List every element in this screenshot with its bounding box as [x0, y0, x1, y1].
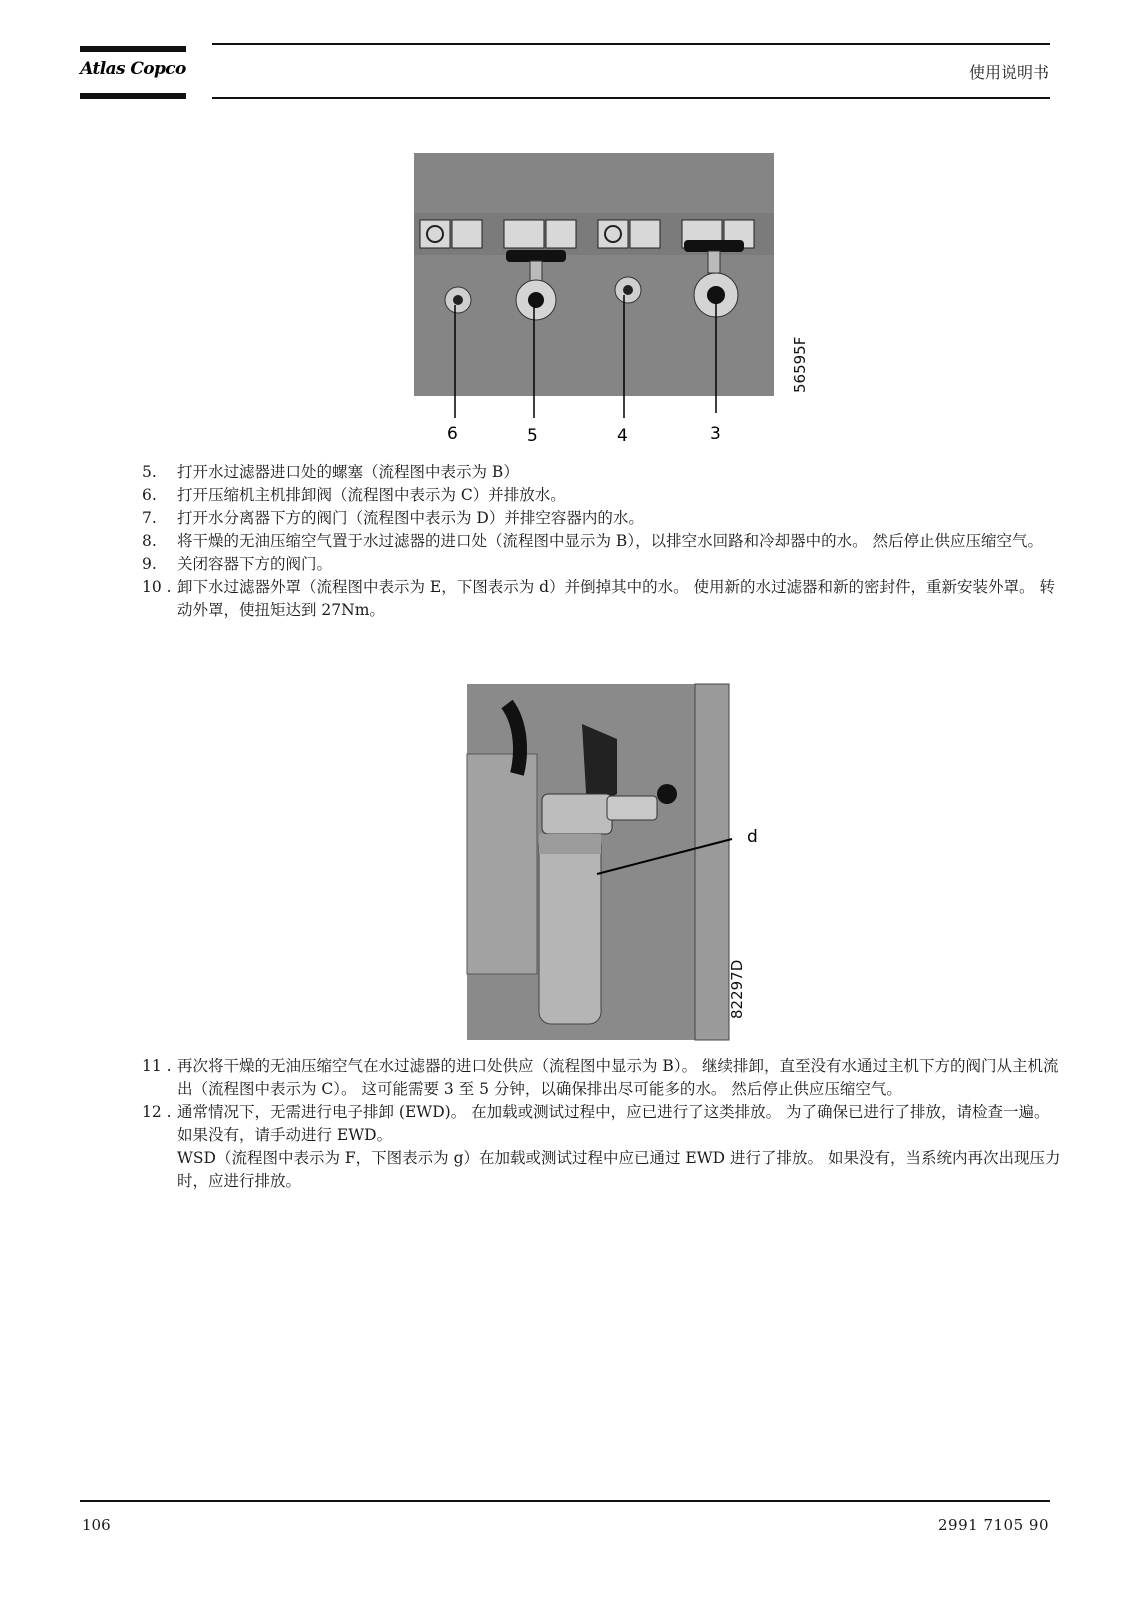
step-number: 11 . — [142, 1057, 172, 1075]
document-number: 2991 7105 90 — [938, 1516, 1049, 1534]
figure-code: 56595F — [791, 336, 809, 393]
step-number: 8. — [142, 532, 157, 550]
callout-3: 3 — [710, 424, 721, 444]
manual-title: 使用说明书 — [968, 63, 1049, 82]
water-filter-figure — [467, 684, 771, 1040]
callout-d: d — [747, 827, 758, 847]
list-item — [142, 576, 1062, 622]
step-text: 再次将干燥的无油压缩空气在水过滤器的进口处供应（流程图中显示为 B）。 继续排卸，直至没有水通过主机下方的阀门从主机流出（流程图中表示为 C）。 这可能需要 3 至 5 分钟，以确保排出尽可能多的水。 然后停止供应压缩空气。 — [177, 1057, 1059, 1098]
callout-5: 5 — [527, 426, 538, 446]
step-text: 通常情况下，无需进行电子排卸 (EWD)。 在加载或测试过程中，应已进行了这类排放。 为了确保已进行了排放，请检查一遍。 如果没有，请手动进行 EWD。 — [177, 1103, 1050, 1144]
list-item — [142, 530, 1062, 553]
list-item — [142, 1055, 1062, 1101]
step-text: 关闭容器下方的阀门。 — [177, 555, 333, 573]
figure-code: 82297D — [728, 959, 746, 1019]
step-text: 打开水分离器下方的阀门（流程图中表示为 D）并排空容器内的水。 — [177, 509, 644, 527]
step-text: 打开压缩机主机排卸阀（流程图中表示为 C）并排放水。 — [177, 486, 566, 504]
step-text: 打开水过滤器进口处的螺塞（流程图中表示为 B） — [177, 463, 519, 481]
step-text: 将干燥的无油压缩空气置于水过滤器的进口处（流程图中显示为 B），以排空水回路和冷却器中的水。 然后停止供应压缩空气。 — [177, 532, 1043, 550]
steps-list-b — [142, 1055, 1062, 1193]
list-item — [142, 484, 1062, 507]
callout-6: 6 — [447, 424, 458, 444]
step-number: 9. — [142, 555, 157, 573]
logo-bar-bottom — [80, 93, 186, 99]
step-number: 5. — [142, 463, 157, 481]
header-rule-top — [212, 43, 1050, 45]
page-number: 106 — [82, 1516, 111, 1534]
step-text: 卸下水过滤器外罩（流程图中表示为 E，下图表示为 d）并倒掉其中的水。 使用新的水过滤器和新的密封件，重新安装外罩。 转动外罩，使扭矩达到 27Nm。 — [177, 578, 1055, 619]
list-item — [142, 461, 1062, 484]
water-filter-photo — [467, 684, 771, 1040]
list-item — [142, 553, 1062, 576]
logo-bar-top — [80, 46, 186, 52]
footer-rule — [80, 1500, 1050, 1502]
logo-text: Atlas Copco — [80, 59, 186, 79]
step-note: WSD（流程图中表示为 F，下图表示为 g）在加载或测试过程中应已通过 EWD 进行了排放。 如果没有，当系统内再次出现压力时，应进行排放。 — [177, 1149, 1061, 1190]
atlas-copco-logo — [80, 46, 186, 100]
step-number: 10 . — [142, 578, 172, 596]
header-rule-bottom — [212, 97, 1050, 99]
callout-4: 4 — [617, 426, 628, 446]
step-body — [177, 1101, 1062, 1193]
step-number: 6. — [142, 486, 157, 504]
list-item — [142, 1101, 1062, 1193]
steps-list-a — [142, 461, 1062, 622]
drain-valves-figure — [414, 153, 809, 453]
step-number: 12 . — [142, 1103, 172, 1121]
list-item — [142, 507, 1062, 530]
step-number: 7. — [142, 509, 157, 527]
drain-valves-photo — [414, 153, 809, 453]
